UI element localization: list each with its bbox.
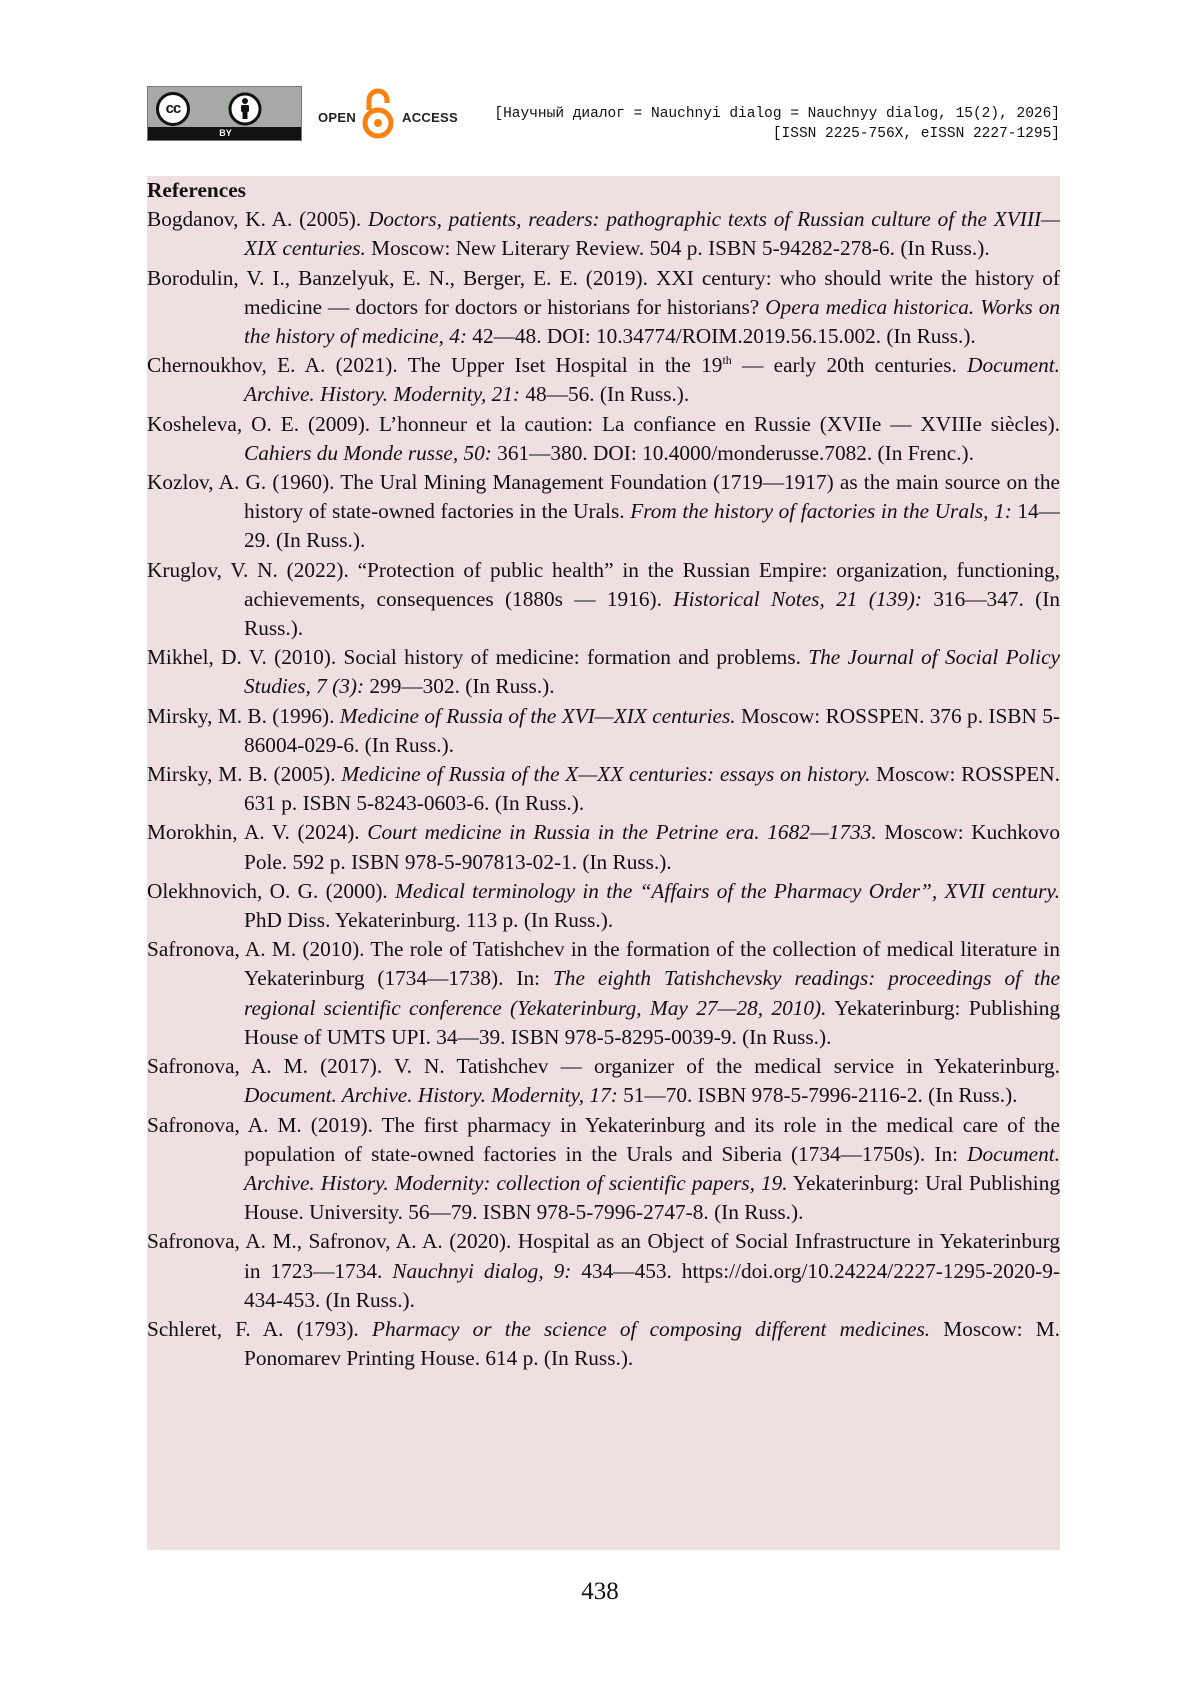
reference-list — [147, 205, 1060, 1373]
reference-item — [147, 643, 1060, 701]
reference-part-b: Moscow: ROSSPEN. 631 p. ISBN 5-8243-0603-6. (In Russ.). — [244, 762, 1060, 816]
reference-part-a: Kozlov, A. G. (1960). The Ural Mining Management Foundation (1719—1917) as the main source on the history of state-owned factories in the Urals. — [147, 470, 1060, 524]
license-label: BY — [219, 128, 232, 138]
reference-item — [147, 1315, 1060, 1373]
reference-item — [147, 935, 1060, 1052]
reference-item — [147, 877, 1060, 935]
reference-part-a: Mirsky, M. B. (2005). — [147, 762, 342, 787]
reference-part-i: The eighth Tatishchevsky readings: proceedings of the regional scientific conference (Yekaterinburg, May 27—28, 2010). — [244, 966, 1060, 1020]
journal-citation: [Научный диалог = Nauchnyi dialog = Nauchnyy dialog, 15(2), 2026] — [494, 106, 1060, 122]
reference-part-a: Borodulin, V. I., Banzelyuk, E. N., Berger, E. E. (2019). XXI century: who should write the history of medicine — doctors for doctors or historians for historians? — [147, 265, 1060, 319]
reference-part-a: Mirsky, M. B. (1996). — [147, 703, 340, 728]
reference-part-a: Schleret, F. A. (1793). — [147, 1316, 372, 1341]
reference-part-a: Mikhel, D. V. (2010). Social history of medicine: formation and problems. — [147, 645, 809, 670]
reference-part-b: Yekaterinburg: Publishing House of UMTS UPI. 34—39. ISBN 978-5-8295-0039-9. (In Russ.). — [244, 995, 1060, 1049]
page-number: 438 — [581, 1578, 619, 1605]
reference-part-i: Medicine of Russia of the XVI—XIX centuries. — [339, 703, 736, 728]
journal-issn: [ISSN 2225-756X, eISSN 2227-1295] — [772, 126, 1060, 142]
open-access-lock-icon — [358, 86, 398, 141]
reference-part-i: Opera medica historica. Works on the history of medicine, 4: — [244, 294, 1060, 349]
reference-part-a: Bogdanov, K. A. (2005). — [147, 207, 368, 232]
reference-part-a: Safronova, A. M. (2019). The first pharmacy in Yekaterinburg and its role in the medical care of the population of state-owned factories in the Urals and Siberia (1734—1750s). In: — [147, 1112, 1060, 1166]
reference-part-i: Medicine of Russia of the X—XX centuries: essays on history. — [341, 762, 871, 787]
reference-part-a: Olekhnovich, O. G. (2000). — [147, 878, 396, 903]
references-heading: References — [147, 178, 246, 202]
reference-part-i: The Journal of Social Policy Studies, 7 (3): — [244, 645, 1060, 699]
reference-item — [147, 818, 1060, 876]
reference-part-b: Moscow: ROSSPEN. 376 p. ISBN 5-86004-029-6. (In Russ.). — [244, 703, 1060, 757]
reference-part-i: From the history of factories in the Urals, 1: — [630, 499, 1012, 524]
reference-item — [147, 264, 1060, 352]
reference-part-b: 434—453. https://doi.org/10.24224/2227-1295-2020-9-434-453. (In Russ.). — [244, 1258, 1060, 1312]
reference-part-a: Kosheleva, O. E. (2009). L’honneur et la caution: La confiance en Russie (XVIIe — XVIIIe siècles). — [147, 411, 1060, 436]
cc-by-attribution-icon — [228, 92, 262, 126]
reference-part-b: PhD Diss. Yekaterinburg. 113 p. (In Russ.). — [244, 908, 614, 933]
reference-part-a2: — early 20th centuries. — [731, 353, 968, 378]
reference-item — [147, 556, 1060, 644]
reference-part-i: Document. Archive. History. Modernity: collection of scientific papers, 19. — [244, 1141, 1060, 1195]
reference-part-i: Historical Notes, 21 (139): — [673, 586, 922, 611]
reference-part-a: Chernoukhov, E. A. (2021). The Upper Iset Hospital in the 19 — [147, 353, 723, 378]
reference-part-b: Yekaterinburg: Ural Publishing House. University. 56—79. ISBN 978-5-7996-2747-8. (In Russ.). — [244, 1170, 1060, 1225]
reference-part-b: 316—347. (In Russ.). — [244, 586, 1060, 641]
reference-part-i: Cahiers du Monde russe, 50: — [244, 440, 492, 465]
reference-item — [147, 1111, 1060, 1228]
reference-part-b: Moscow: M. Ponomarev Printing House. 614 p. (In Russ.). — [244, 1316, 1060, 1371]
references-section — [147, 176, 1060, 1550]
reference-part-b: 361—380. DOI: 10.4000/monderusse.7082. (In Frenc.). — [491, 440, 974, 465]
reference-item — [147, 468, 1060, 556]
reference-part-a: Kruglov, V. N. (2022). “Protection of public health” in the Russian Empire: organization, functioning, achievements, consequences (1880s — 1916). — [147, 557, 1060, 611]
reference-part-i: Nauchnyi dialog, 9: — [392, 1258, 572, 1283]
reference-item — [147, 205, 1060, 263]
access-label: ACCESS — [402, 110, 458, 125]
reference-part-a: Safronova, A. M. (2010). The role of Tatishchev in the formation of the collection of medical literature in Yekaterinburg (1734—1738). In: — [147, 937, 1060, 991]
open-label: OPEN — [318, 110, 357, 125]
reference-part-b: 42—48. DOI: 10.34774/ROIM.2019.56.15.002. (In Russ.). — [466, 324, 976, 349]
reference-part-i: Doctors, patients, readers: pathographic texts of Russian culture of the XVIII—XIX centuries. — [244, 207, 1060, 261]
reference-item — [147, 760, 1060, 818]
reference-part-a: Safronova, A. M., Safronov, A. A. (2020). Hospital as an Object of Social Infrastructure in Yekaterinburg in 1723—1734. — [147, 1229, 1060, 1283]
reference-item — [147, 702, 1060, 760]
reference-part-i: Court medicine in Russia in the Petrine era. 1682—1733. — [367, 820, 877, 845]
reference-part-i: Document. Archive. History. Modernity, 21: — [244, 353, 1060, 407]
reference-part-b: 14—29. (In Russ.). — [244, 499, 1060, 553]
reference-part-a: Morokhin, A. V. (2024). — [147, 820, 368, 845]
reference-part-i: Medical terminology in the “Affairs of the Pharmacy Order”, XVII century. — [395, 878, 1060, 903]
reference-part-b: 299—302. (In Russ.). — [364, 674, 555, 699]
cc-license-badge — [147, 86, 302, 141]
reference-part-b: 51—70. ISBN 978-5-7996-2116-2. (In Russ.). — [617, 1083, 1018, 1108]
reference-part-sup: th — [722, 353, 732, 368]
journal-meta — [494, 104, 1060, 144]
reference-part-i: Document. Archive. History. Modernity, 17: — [244, 1083, 618, 1108]
reference-item — [147, 351, 1060, 409]
reference-part-a: Safronova, A. M. (2017). V. N. Tatishchev — organizer of the medical service in Yekaterinburg. — [147, 1054, 1060, 1079]
reference-part-b: 48—56. (In Russ.). — [520, 382, 690, 407]
reference-item — [147, 1227, 1060, 1315]
cc-license-icon: cc — [156, 92, 190, 126]
reference-part-b: Moscow: Kuchkovo Pole. 592 p. ISBN 978-5-907813-02-1. (In Russ.). — [244, 820, 1060, 874]
reference-item — [147, 1052, 1060, 1110]
reference-item — [147, 410, 1060, 468]
reference-part-i: Pharmacy or the science of composing different medicines. — [371, 1316, 931, 1341]
reference-part-b: Moscow: New Literary Review. 504 p. ISBN 5-94282-278-6. (In Russ.). — [365, 236, 990, 261]
